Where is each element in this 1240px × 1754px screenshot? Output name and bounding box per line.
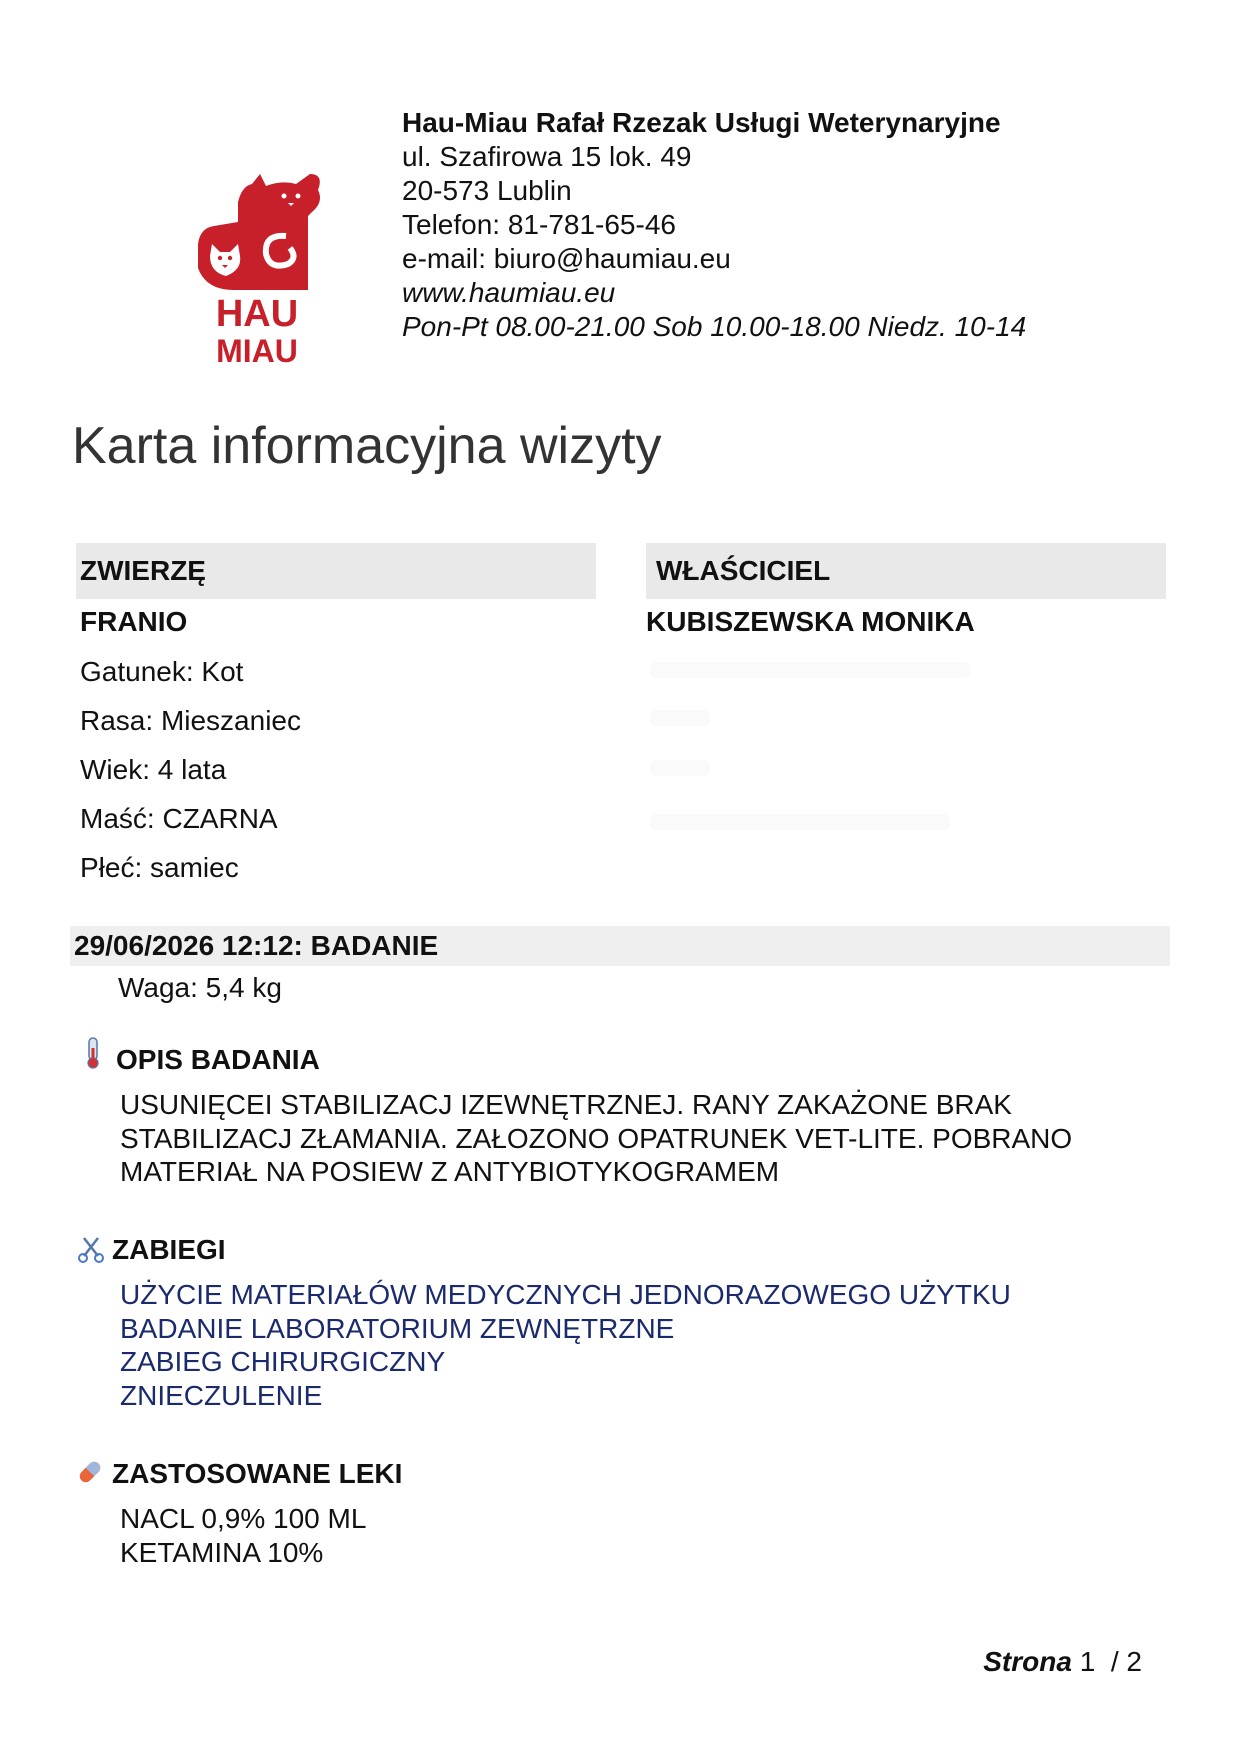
animal-name: FRANIO xyxy=(80,606,188,637)
procedure-item: ZABIEG CHIRURGICZNY xyxy=(120,1346,446,1377)
redacted-field xyxy=(650,662,970,678)
visit-weight: Waga: 5,4 kg xyxy=(118,972,282,1003)
redacted-field xyxy=(650,710,710,726)
procedure-item: BADANIE LABORATORIUM ZEWNĘTRZNE xyxy=(120,1312,675,1344)
drug-item: KETAMINA 10% xyxy=(120,1536,324,1568)
drugs-list xyxy=(120,1502,366,1569)
visit-heading: 29/06/2026 12:12: BADANIE xyxy=(70,926,1170,966)
field-label: Wiek: xyxy=(80,754,150,785)
page-current: 1 xyxy=(1079,1646,1096,1677)
logo-text-hau: HAU xyxy=(215,293,299,335)
page-title: Karta informacyjna wizyty xyxy=(72,417,662,475)
clinic-phone: Telefon: 81-781-65-46 xyxy=(402,209,676,240)
exam-heading: OPIS BADANIA xyxy=(116,1044,320,1075)
field-label: Gatunek: xyxy=(80,656,194,687)
clinic-info xyxy=(402,106,1026,344)
animal-breed xyxy=(80,705,301,737)
scissors-icon xyxy=(76,1234,106,1264)
field-value: Kot xyxy=(201,656,244,687)
field-value: CZARNA xyxy=(162,803,278,834)
page-total: / 2 xyxy=(1110,1646,1142,1677)
exam-line: USUNIĘCEI STABILIZACJ IZEWNĘTRZNEJ. RANY ZAKAŻONE BRAK xyxy=(120,1089,1012,1120)
redacted-field xyxy=(650,760,710,776)
clinic-email: e-mail: biuro@haumiau.eu xyxy=(402,243,731,274)
owner-heading: WŁAŚCICIEL xyxy=(646,543,1166,599)
animal-color xyxy=(80,803,278,835)
drugs-heading: ZASTOSOWANE LEKI xyxy=(112,1458,403,1489)
animal-heading: ZWIERZĘ xyxy=(76,543,596,599)
clinic-city: 20-573 Lublin xyxy=(402,175,572,206)
exam-line: STABILIZACJ ZŁAMANIA. ZAŁOZONO OPATRUNEK VET-LITE. POBRANO xyxy=(120,1122,1073,1154)
procedure-item: ZNIECZULENIE xyxy=(120,1379,323,1411)
field-value: samiec xyxy=(150,852,239,883)
field-value: Mieszaniec xyxy=(160,705,301,736)
page-label: Strona xyxy=(983,1646,1072,1677)
clinic-street: ul. Szafirowa 15 lok. 49 xyxy=(402,141,692,172)
animal-sex xyxy=(80,852,239,884)
drug-item: NACL 0,9% 100 ML xyxy=(120,1503,367,1534)
thermometer-icon xyxy=(80,1036,106,1070)
pill-icon xyxy=(74,1456,106,1488)
procedures-heading: ZABIEGI xyxy=(112,1234,226,1265)
exam-description xyxy=(120,1088,1072,1189)
exam-line: MATERIAŁ NA POSIEW Z ANTYBIOTYKOGRAMEM xyxy=(120,1156,780,1187)
animal-species xyxy=(80,656,243,688)
owner-name: KUBISZEWSKA MONIKA xyxy=(646,606,975,637)
field-label: Płeć: xyxy=(80,852,143,883)
procedure-item: UŻYCIE MATERIAŁÓW MEDYCZNYCH JEDNORAZOWEGO UŻYTKU xyxy=(120,1279,1011,1310)
page-number xyxy=(983,1646,1142,1678)
clinic-logo xyxy=(190,172,340,368)
procedures-list xyxy=(120,1278,1011,1412)
animal-age xyxy=(80,754,226,786)
clinic-hours: Pon-Pt 08.00-21.00 Sob 10.00-18.00 Niedz. 10-14 xyxy=(402,311,1027,342)
field-label: Maść: xyxy=(80,803,155,834)
clinic-name: Hau-Miau Rafał Rzezak Usługi Weterynaryjne xyxy=(402,107,1001,138)
field-label: Rasa: xyxy=(80,705,154,736)
redacted-field xyxy=(650,814,950,830)
clinic-website: www.haumiau.eu xyxy=(402,277,616,308)
logo-text-miau: MIAU xyxy=(216,333,298,368)
field-value: 4 lata xyxy=(157,754,227,785)
